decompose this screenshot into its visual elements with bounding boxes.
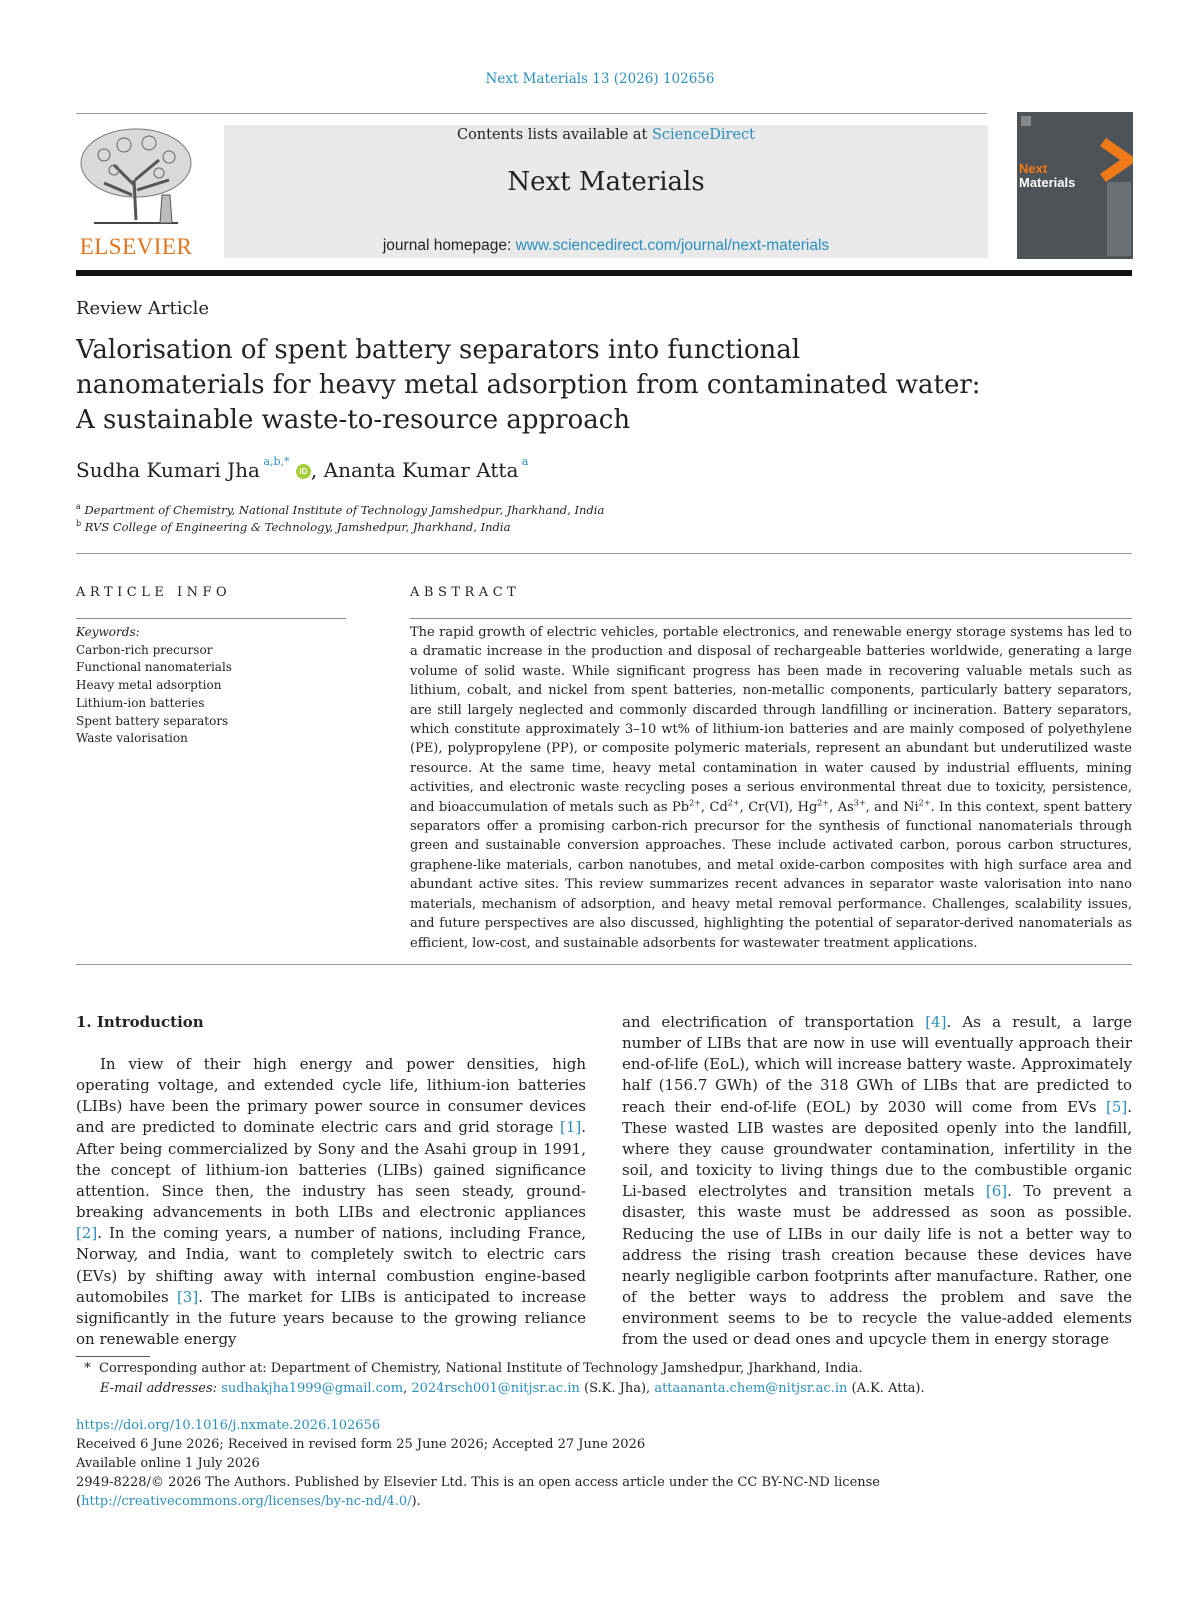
email-link[interactable]: attaananta.chem@nitjsr.ac.in (654, 1380, 848, 1396)
email-link[interactable]: sudhakjha1999@gmail.com (221, 1380, 404, 1396)
author-affiliation-marks[interactable]: a (521, 455, 529, 469)
journal-citation-link[interactable]: Next Materials 13 (2026) 102656 (485, 71, 715, 87)
tree-logo-icon (74, 125, 198, 230)
author-list: Sudha Kumari Jha $^{a,b,*}$ iD , Ananta Kumar Atta $^a$ (76, 455, 529, 482)
reference-link[interactable]: [4] (925, 1013, 947, 1031)
author-affiliation-marks[interactable]: a,b,* (263, 455, 290, 469)
journal-cover-thumbnail[interactable] (1017, 112, 1133, 259)
keyword: Carbon-rich precursor (76, 642, 213, 657)
cover-title: Next Materials (1019, 161, 1076, 190)
article-title: Valorisation of spent battery separators into functional nanomaterials for heavy metal adsorption from contaminated water: A sustainable waste-to-resource approach (76, 335, 981, 435)
introduction-heading: 1. Introduction (76, 1013, 204, 1031)
footnote-rule (76, 1356, 150, 1357)
keyword: Lithium-ion batteries (76, 695, 205, 710)
introduction-column-1: In view of their high energy and power densities, high operating voltage, and extended cycle life, lithium-ion batteries (LIBs) have been the primary power source in consumer devices and are predicted to dominate electric cars and grid storage [1]. After being commercialized by Sony and the Asahi group in 1991, the concept of lithium-ion batteries (LIBs) gained significance attention. Since then, the industry has seen steady, ground-breaking advancements in both LIBs and electronic appliances [2]. In the coming years, a number of nations, including France, Norway, and India, want to completely switch to electric cars (EVs) by shifting away with internal combustion engine-based automobiles [3]. The market for LIBs is anticipated to increase significantly in the future years because to the growing reliance on renewable energy (76, 1055, 586, 1349)
header-thick-rule (76, 270, 1132, 276)
author-name[interactable]: Sudha Kumari Jha (76, 458, 260, 482)
section-rule (76, 553, 1132, 554)
section-rule (410, 618, 1132, 619)
sciencedirect-link[interactable]: ScienceDirect (651, 127, 756, 143)
email-line: E-mail addresses: sudhakjha1999@gmail.com, 2024rsch001@nitjsr.ac.in (S.K. Jha), attaananta.chem@nitjsr.ac.in (A.K. Atta). (100, 1380, 925, 1396)
affiliation: $^b$ RVS College of Engineering & Technology, Jamshedpur, Jharkhand, India (76, 519, 511, 534)
reference-link[interactable]: [6] (985, 1182, 1008, 1201)
article-type: Review Article (76, 298, 209, 319)
keyword: Spent battery separators (76, 713, 229, 728)
available-online: Available online 1 July 2026 (76, 1456, 260, 1471)
reference-link[interactable]: [2] (76, 1224, 98, 1243)
introduction-column-2: and electrification of transportation [4]. As a result, a large number of LIBs that are now in use will eventually approach their end-of-life (EoL), which will increase battery waste. Approximately half (156.7 GWh) of the 318 GWh of LIBs that are predicted to reach their end-of-life (EOL) by 2030 will come from EVs [5]. These wasted LIB wastes are deposited openly into the landfill, where they cause groundwater contamination, infertility in the soil, and toxicity to living things due to the combustible organic Li-based electrolytes and transition metals [6]. To prevent a disaster, this waste must be addressed as soon as possible. Reducing the use of LIBs in our daily life is not a better way to address the rising trash creation because these devices have nearly negligible carbon footprints after manufacture. Rather, one of the better ways to address the problem and save the environment seems to be to recycle the value-added elements from the used or dead ones and upcycle them in energy storage (622, 1013, 1133, 1349)
publication-info (76, 1416, 1132, 1511)
article-history: Received 6 June 2026; Received in revised form 25 June 2026; Accepted 27 June 2026 (76, 1437, 646, 1452)
corresponding-author-footnote (76, 1359, 1132, 1398)
article-info-heading: ARTICLE INFO (76, 585, 232, 600)
elsevier-wordmark: ELSEVIER (79, 234, 193, 259)
doi-link[interactable]: https://doi.org/10.1016/j.nxmate.2026.102656 (76, 1418, 381, 1433)
keywords-list (76, 642, 232, 748)
keyword: Heavy metal adsorption (76, 678, 222, 693)
section-rule (76, 964, 1132, 965)
abstract-heading: ABSTRACT (410, 585, 521, 600)
orcid-icon[interactable]: iD (296, 464, 311, 479)
license-link[interactable]: http://creativecommons.org/licenses/by-nc-nd/4.0/ (81, 1494, 412, 1509)
email-link[interactable]: 2024rsch001@nitjsr.ac.in (411, 1380, 580, 1396)
reference-link[interactable]: [3] (176, 1287, 199, 1306)
homepage-line: journal homepage: www.sciencedirect.com/journal/next-materials (382, 237, 830, 254)
keywords-label: Keywords: (76, 625, 140, 639)
reference-link[interactable]: [5] (1105, 1097, 1128, 1116)
journal-name: Next Materials (507, 167, 705, 197)
keyword: Waste valorisation (76, 731, 188, 746)
author-name[interactable]: Ananta Kumar Atta (323, 458, 519, 482)
contents-line: Contents lists available at ScienceDirect (456, 127, 756, 143)
corresponding-author-line: * Corresponding author at: Department of Chemistry, National Institute of Technology Jamshedpur, Jharkhand, India. (84, 1361, 863, 1376)
affiliation: $^a$ Department of Chemistry, National Institute of Technology Jamshedpur, Jharkhand, India (76, 502, 605, 517)
header-rule (76, 113, 987, 114)
journal-homepage-link[interactable]: www.sciencedirect.com/journal/next-materials (515, 237, 830, 254)
keywords-block (76, 624, 232, 748)
reference-link[interactable]: [1] (559, 1118, 582, 1137)
abstract-text: The rapid growth of electric vehicles, portable electronics, and renewable energy storage systems has led to a dramatic increase in the production and disposal of rechargeable batteries worldwide, generating a large volume of solid waste. While significant progress has been made in recovering valuable metals such as lithium, cobalt, and nickel from spent batteries, non-metallic components, particularly battery separators, are still largely neglected and commonly discarded through landfilling or incineration. Battery separators, which constitute approximately 3–10 wt% of lithium-ion batteries and are mainly composed of polyethylene (PE), polypropylene (PP), or composite polymeric materials, represent an abundant but underutilized waste resource. At the same time, heavy metal contamination in water caused by industrial effluents, mining activities, and electronic waste recycling poses a serious environmental threat due to toxicity, persistence, and bioaccumulation of metals such as $Pb^{2+}$, $Cd^{2+}$, Cr(VI), $Hg^{2+}$, $As^{3+}$, and $Ni^{2+}$. In this context, spent battery separators offer a promising carbon-rich precursor for the synthesis of functional nanomaterials through green and sustainable conversion approaches. These include activated carbon, porous carbon structures, graphene-like materials, carbon nanotubes, and metal oxide-carbon composites with high surface area and abundant active sites. This review summarizes recent advances in separator waste valorisation into nano materials, mechanism of adsorption, and heavy metal removal performance. Challenges, scalability issues, and future perspectives are also discussed, highlighting the potential of separator-derived nanomaterials as efficient, low-cost, and sustainable adsorbents for wastewater treatment applications. (410, 625, 1133, 951)
license-statement: 2949-8228/© 2026 The Authors. Published by Elsevier Ltd. This is an open access article under the CC BY-NC-ND license (http://creativecommons.org/licenses/by-nc-nd/4.0/). (76, 1475, 880, 1509)
keyword: Functional nanomaterials (76, 660, 232, 675)
section-rule (76, 618, 346, 619)
journal-banner (224, 125, 988, 258)
publisher-logo (74, 125, 198, 260)
